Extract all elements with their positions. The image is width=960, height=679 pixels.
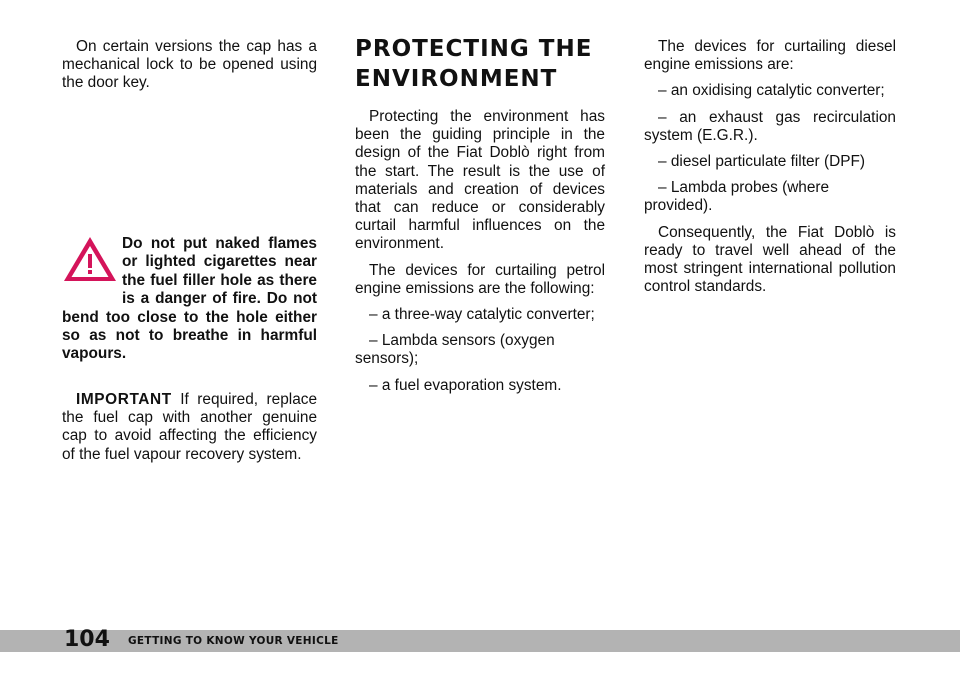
list-item: – a fuel evaporation system. xyxy=(369,376,562,394)
important-note xyxy=(62,391,317,464)
list-item: – a three-way catalytic converter; xyxy=(369,306,595,324)
list-item: – diesel particulate filter (DPF) xyxy=(658,153,865,171)
list-item: – an oxidising catalytic converter; xyxy=(658,82,885,100)
petrol-intro: The devices for curtailing petrol engine emissions are the following: xyxy=(355,261,605,297)
cap-lock-paragraph: On certain versions the cap has a mechanical lock to be opened using the door key. xyxy=(62,38,317,92)
important-text: If required, replace the fuel cap with another genuine cap to avoid affecting the efficiency of the fuel vapour recovery system. xyxy=(62,391,318,463)
warning-triangle-icon xyxy=(62,235,118,283)
column-middle xyxy=(355,38,605,395)
list-item: – Lambda probes (where provided). xyxy=(644,179,830,215)
section-heading: PROTECTING THE ENVIRONMENT xyxy=(355,36,593,92)
environment-intro: Protecting the environment has been the guiding principle in the design of the Fiat Doblò right from the start. The result is the use of materials and creation of devices that can reduce or considerably curtail harmful influences on the environment. xyxy=(355,108,605,253)
page-number: 104 xyxy=(64,627,110,652)
important-label: IMPORTANT xyxy=(76,391,172,408)
diesel-intro: The devices for curtailing diesel engine emissions are: xyxy=(644,38,896,74)
warning-block xyxy=(62,235,317,364)
footer-section-label: GETTING TO KNOW YOUR VEHICLE xyxy=(128,635,339,647)
warning-text: Do not put naked flames or lighted cigarettes near the fuel filler hole as there is a danger of fire. Do not bend too close to the hole either so as not to breathe in harmful vapours. xyxy=(62,235,317,363)
conclusion-paragraph: Consequently, the Fiat Doblò is ready to travel well ahead of the most stringent international pollution control standards. xyxy=(644,223,896,296)
list-item: – an exhaust gas recirculation system (E.G.R.). xyxy=(644,108,896,144)
column-left xyxy=(62,38,317,93)
list-item: – Lambda sensors (oxygen sensors); xyxy=(355,332,555,368)
column-right xyxy=(644,38,896,296)
